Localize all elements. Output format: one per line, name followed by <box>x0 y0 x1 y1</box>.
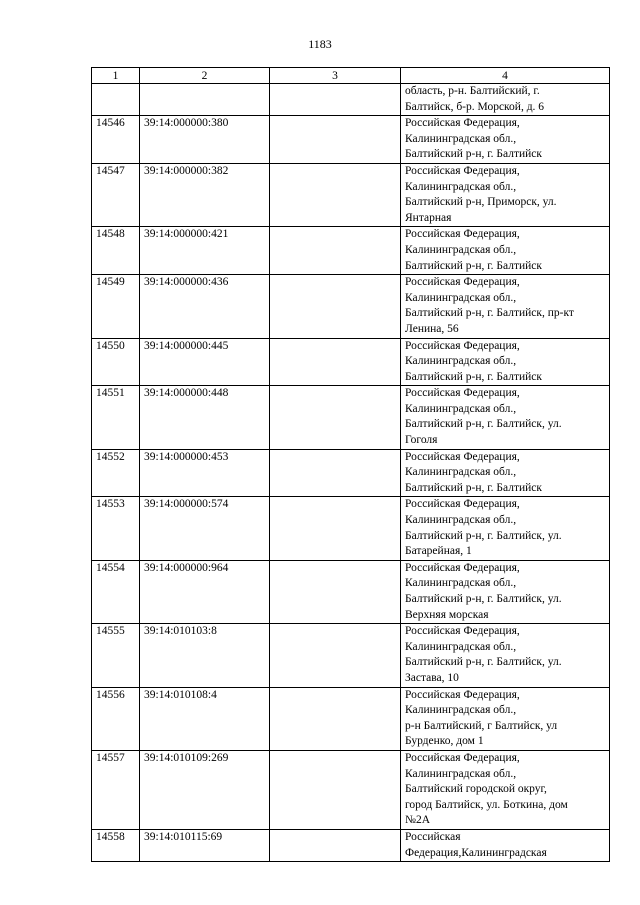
address-line: Балтийский р-н, г. Балтийск <box>405 148 542 161</box>
address-line: Батарейная, 1 <box>405 545 472 558</box>
address-line: Балтийский р-н, г. Балтийск, пр-кт <box>405 307 574 320</box>
address-line: Балтийский р-н, Приморск, ул. <box>405 196 557 209</box>
column-3-cell <box>270 84 401 116</box>
address-line: Балтийский р-н, г. Балтийск <box>405 481 542 494</box>
row-number: 14548 <box>92 227 140 275</box>
address-line: Калининградская обл., <box>405 514 517 527</box>
table-row <box>92 275 610 338</box>
table-row <box>92 624 610 687</box>
row-number: 14555 <box>92 624 140 687</box>
table-row <box>92 750 610 829</box>
address-line: Бурденко, дом 1 <box>405 735 484 748</box>
address-cell <box>401 116 610 164</box>
address-line: Балтийск, б-р. Морской, д. 6 <box>405 100 545 113</box>
cadastral-number: 39:14:000000:380 <box>140 116 270 164</box>
table-row <box>92 227 610 275</box>
address-line: Балтийский р-н, г. Балтийск, ул. <box>405 529 562 542</box>
column-3-cell <box>270 497 401 560</box>
column-3-cell <box>270 163 401 226</box>
column-header-3: 3 <box>270 68 401 84</box>
address-line: область, р-н. Балтийский, г. <box>405 85 540 97</box>
address-line: Балтийский городской округ, <box>405 783 547 796</box>
address-line: Калининградская обл., <box>405 704 517 717</box>
address-line: Российская Федерация, <box>405 625 520 638</box>
address-line: Российская Федерация, <box>405 751 520 764</box>
address-line: Российская Федерация, <box>405 276 520 289</box>
column-3-cell <box>270 687 401 750</box>
address-cell <box>401 829 610 861</box>
table-row <box>92 497 610 560</box>
table-row <box>92 163 610 226</box>
cadastral-number: 39:14:000000:574 <box>140 497 270 560</box>
table-row <box>92 687 610 750</box>
address-line: Российская Федерация, <box>405 339 520 352</box>
column-3-cell <box>270 560 401 623</box>
address-line: Калининградская обл., <box>405 640 517 653</box>
row-number: 14546 <box>92 116 140 164</box>
address-cell <box>401 275 610 338</box>
address-line: Калининградская обл., <box>405 291 517 304</box>
address-line: Российская <box>405 830 461 843</box>
cadastral-number: 39:14:000000:382 <box>140 163 270 226</box>
row-number: 14549 <box>92 275 140 338</box>
column-3-cell <box>270 829 401 861</box>
address-cell <box>401 386 610 449</box>
table-row <box>92 338 610 386</box>
column-3-cell <box>270 449 401 497</box>
cadastral-number: 39:14:010115:69 <box>140 829 270 861</box>
table-body <box>92 84 610 862</box>
address-cell <box>401 163 610 226</box>
table-row <box>92 84 610 116</box>
cadastral-number: 39:14:000000:421 <box>140 227 270 275</box>
row-number: 14551 <box>92 386 140 449</box>
address-cell <box>401 84 610 116</box>
address-line: Российская Федерация, <box>405 228 520 241</box>
table-header-row <box>92 68 610 84</box>
address-line: Калининградская обл., <box>405 402 517 415</box>
address-cell <box>401 338 610 386</box>
address-line: Российская Федерация, <box>405 450 520 463</box>
table-row <box>92 449 610 497</box>
registry-table <box>91 67 610 862</box>
table-row <box>92 386 610 449</box>
address-line: Калининградская обл., <box>405 577 517 590</box>
cadastral-number: 39:14:010103:8 <box>140 624 270 687</box>
address-line: Калининградская обл., <box>405 132 517 145</box>
row-number: 14553 <box>92 497 140 560</box>
address-cell <box>401 750 610 829</box>
row-number <box>92 84 140 116</box>
cadastral-number: 39:14:010109:269 <box>140 750 270 829</box>
cadastral-number: 39:14:000000:436 <box>140 275 270 338</box>
column-header-4: 4 <box>401 68 610 84</box>
address-line: Верхняя морская <box>405 608 489 621</box>
column-3-cell <box>270 624 401 687</box>
row-number: 14556 <box>92 687 140 750</box>
address-line: Застава, 10 <box>405 671 459 684</box>
address-cell <box>401 227 610 275</box>
address-line: Балтийский р-н, г. Балтийск <box>405 370 542 383</box>
address-line: Ленина, 56 <box>405 322 459 335</box>
row-number: 14557 <box>92 750 140 829</box>
table-row <box>92 829 610 861</box>
address-line: Калининградская обл., <box>405 767 517 780</box>
table-row <box>92 116 610 164</box>
address-line: №2А <box>405 814 431 827</box>
row-number: 14552 <box>92 449 140 497</box>
cadastral-number: 39:14:000000:453 <box>140 449 270 497</box>
address-line: Балтийский р-н, г. Балтийск, ул. <box>405 418 562 431</box>
address-line: Российская Федерация, <box>405 561 520 574</box>
cadastral-number: 39:14:000000:445 <box>140 338 270 386</box>
address-line: Балтийский р-н, г. Балтийск, ул. <box>405 656 562 669</box>
address-line: р-н Балтийский, г Балтийск, ул <box>405 719 558 732</box>
address-line: Федерация,Калининградская <box>405 846 547 859</box>
column-3-cell <box>270 386 401 449</box>
address-line: Гоголя <box>405 434 438 447</box>
row-number: 14547 <box>92 163 140 226</box>
column-header-2: 2 <box>140 68 270 84</box>
column-3-cell <box>270 227 401 275</box>
address-cell <box>401 560 610 623</box>
cadastral-number: 39:14:010108:4 <box>140 687 270 750</box>
address-line: Калининградская обл., <box>405 180 517 193</box>
column-header-1: 1 <box>92 68 140 84</box>
cadastral-number: 39:14:000000:448 <box>140 386 270 449</box>
address-cell <box>401 449 610 497</box>
address-line: Калининградская обл., <box>405 243 517 256</box>
row-number: 14554 <box>92 560 140 623</box>
address-line: Российская Федерация, <box>405 498 520 511</box>
address-line: Российская Федерация, <box>405 164 520 177</box>
address-line: Российская Федерация, <box>405 387 520 400</box>
page-number: 1183 <box>308 37 332 51</box>
address-line: Российская Федерация, <box>405 117 520 130</box>
address-line: город Балтийск, ул. Боткина, дом <box>405 798 568 811</box>
cadastral-number: 39:14:000000:964 <box>140 560 270 623</box>
column-3-cell <box>270 275 401 338</box>
column-3-cell <box>270 116 401 164</box>
address-line: Балтийский р-н, г. Балтийск, ул. <box>405 593 562 605</box>
address-cell <box>401 497 610 560</box>
address-line: Калининградская обл., <box>405 355 517 368</box>
address-line: Янтарная <box>405 211 452 224</box>
row-number: 14550 <box>92 338 140 386</box>
column-3-cell <box>270 750 401 829</box>
address-cell <box>401 624 610 687</box>
cadastral-number <box>140 84 270 116</box>
address-line: Российская Федерация, <box>405 688 520 701</box>
address-line: Балтийский р-н, г. Балтийск <box>405 259 542 272</box>
row-number: 14558 <box>92 829 140 861</box>
address-cell <box>401 687 610 750</box>
column-3-cell <box>270 338 401 386</box>
table-row <box>92 560 610 623</box>
address-line: Калининградская обл., <box>405 466 517 479</box>
